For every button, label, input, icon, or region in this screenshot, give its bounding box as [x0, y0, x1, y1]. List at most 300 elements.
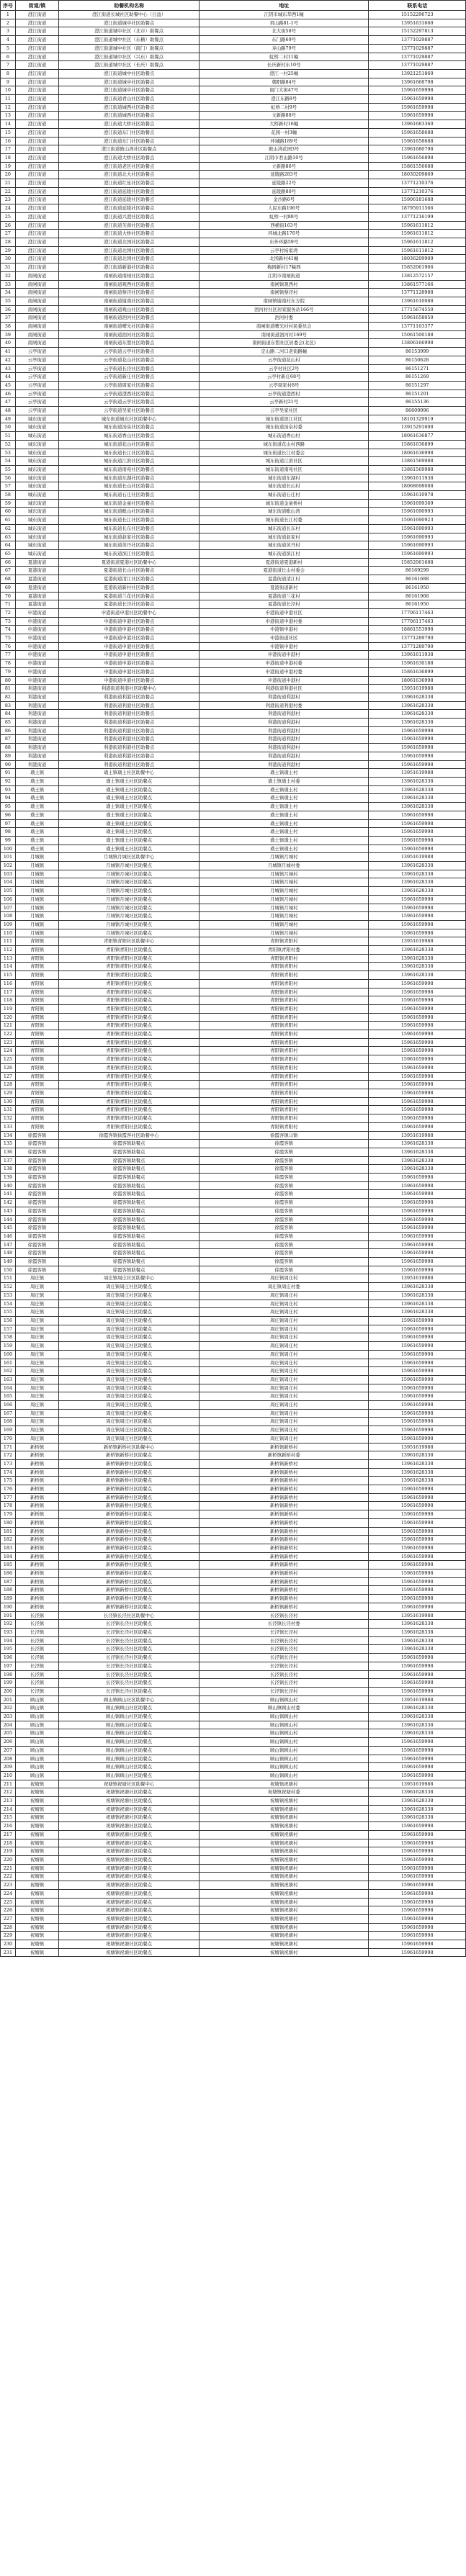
row-street: 新桥镇 [15, 1603, 58, 1611]
row-org-name: 祝塘镇祝塘社区助餐点 [59, 1805, 200, 1814]
row-index: 196 [1, 1654, 16, 1662]
row-address: 祝塘镇祝塘村 [200, 1873, 369, 1881]
row-phone: 15961659998 [369, 1392, 466, 1401]
row-phone: 13861577166 [369, 280, 466, 289]
row-org-name: 云亭街道长泾社区助餐点 [59, 364, 200, 373]
table-row [1, 499, 466, 508]
table-row [1, 1342, 466, 1351]
row-address: 周庄镇周庄村 [200, 1359, 369, 1367]
row-address: 城东街道黄丹村 [200, 541, 369, 550]
row-org-name: 澄江街道老区社区助餐点 [59, 162, 200, 171]
row-org-name: 长泾镇长泾社区助餐点 [59, 1620, 200, 1629]
row-org-name: 青阳镇青阳社区助餐点 [59, 971, 200, 980]
row-index: 88 [1, 744, 16, 752]
row-index: 186 [1, 1570, 16, 1578]
row-address: 徐霞客镇 [200, 1266, 369, 1274]
row-org-name: 申港街道申港社区助餐中心 [59, 608, 200, 617]
row-org-name: 申港街道申港社区助餐点 [59, 617, 200, 626]
row-index: 79 [1, 667, 16, 676]
table-row [1, 667, 466, 676]
row-phone: 15961659998 [369, 1536, 466, 1544]
row-address: 江阴市君山路10号 [200, 153, 369, 162]
row-org-name: 青阳镇青阳社区助餐点 [59, 1055, 200, 1064]
row-address: 青阳镇青阳村 [200, 937, 369, 946]
row-index: 163 [1, 1375, 16, 1384]
row-street: 祝塘镇 [15, 1906, 58, 1915]
row-phone: 15961611812 [369, 238, 466, 246]
row-address: 祝塘镇祝塘村 [200, 1797, 369, 1806]
row-street: 南闸街道 [15, 314, 58, 323]
row-street: 城东街道 [15, 508, 58, 516]
row-index: 66 [1, 558, 16, 567]
table-row [1, 1814, 466, 1822]
table-row [1, 1148, 466, 1156]
table-row [1, 1081, 466, 1089]
row-org-name: 新桥镇新桥社区助餐点 [59, 1451, 200, 1460]
row-phone: 86151297 [369, 381, 466, 389]
row-street: 澄江街道 [15, 27, 58, 36]
row-org-name: 顾山镇顾山社区助餐点 [59, 1704, 200, 1713]
row-index: 53 [1, 449, 16, 457]
row-org-name: 徐霞客镇助餐点 [59, 1174, 200, 1182]
row-street: 祝塘镇 [15, 1830, 58, 1839]
table-row [1, 567, 466, 575]
row-index: 220 [1, 1855, 16, 1864]
row-index: 1 [1, 11, 16, 19]
row-index: 107 [1, 904, 16, 912]
row-index: 214 [1, 1805, 16, 1814]
row-index: 34 [1, 289, 16, 297]
row-address: 青阳镇青阳村 [200, 1013, 369, 1022]
row-street: 长泾镇 [15, 1679, 58, 1688]
table-row [1, 1072, 466, 1081]
row-street: 澄江街道 [15, 69, 58, 78]
row-index: 18 [1, 153, 16, 162]
row-index: 23 [1, 196, 16, 204]
row-org-name: 澄江街道延陵社区助餐点 [59, 196, 200, 204]
row-index: 170 [1, 1434, 16, 1443]
row-org-name: 周庄镇周庄社区助餐点 [59, 1359, 200, 1367]
row-org-name: 新桥镇新桥社区助餐点 [59, 1502, 200, 1510]
row-street: 祝塘镇 [15, 1822, 58, 1831]
row-index: 109 [1, 920, 16, 929]
row-street: 青阳镇 [15, 971, 58, 980]
row-org-name: 祝塘镇祝塘社区助餐点 [59, 1822, 200, 1831]
row-address: 江阴市城东华西1幢 [200, 11, 369, 19]
row-address: 文新路88号 [200, 112, 369, 120]
table-row [1, 1923, 466, 1932]
row-phone: 15961659998 [369, 1224, 466, 1233]
table-row [1, 1004, 466, 1013]
row-org-name: 城东街道毗山社区助餐点 [59, 508, 200, 516]
row-street: 利港街道 [15, 693, 58, 701]
row-phone: 15961659998 [369, 1434, 466, 1443]
table-row [1, 19, 466, 27]
row-index: 82 [1, 693, 16, 701]
row-index: 61 [1, 516, 16, 525]
row-address: 璜土镇璜土村 [200, 828, 369, 837]
row-street: 新桥镇 [15, 1518, 58, 1527]
row-phone: 15961659998 [369, 1654, 466, 1662]
row-org-name: 澄江街道君山社区助餐点 [59, 95, 200, 104]
row-index: 144 [1, 1215, 16, 1224]
row-org-name: 璜土镇璜土社区助餐点 [59, 785, 200, 794]
row-org-name: 城东街道花山社区助餐点 [59, 440, 200, 449]
row-street: 徐霞客镇 [15, 1215, 58, 1224]
table-row [1, 608, 466, 617]
row-street: 申港街道 [15, 659, 58, 668]
row-org-name: 新桥镇新桥社区助餐点 [59, 1552, 200, 1561]
row-phone: 13961628338 [369, 1477, 466, 1485]
row-index: 52 [1, 440, 16, 449]
row-street: 新桥镇 [15, 1459, 58, 1468]
table-row [1, 255, 466, 264]
table-row [1, 912, 466, 921]
row-address: 徐霞客镇 [200, 1199, 369, 1207]
row-org-name: 青阳镇青阳社区助餐点 [59, 1004, 200, 1013]
row-phone: 13961628338 [369, 1805, 466, 1814]
row-phone: 13771289790 [369, 642, 466, 651]
row-org-name: 新桥镇新桥社区助餐点 [59, 1485, 200, 1494]
row-address: 青阳镇青阳村 [200, 1038, 369, 1047]
row-index: 97 [1, 819, 16, 828]
table-row [1, 1797, 466, 1806]
row-index: 89 [1, 752, 16, 760]
row-phone: 15961659998 [369, 1595, 466, 1603]
row-street: 青阳镇 [15, 1114, 58, 1123]
row-index: 12 [1, 103, 16, 112]
row-address: 城东街道长江村委 [200, 516, 369, 525]
row-org-name: 南闸街道南闸社区助餐点 [59, 271, 200, 280]
row-org-name: 月城镇月城社区助餐中心 [59, 853, 200, 862]
table-row [1, 1771, 466, 1780]
row-street: 澄江街道 [15, 86, 58, 95]
row-street: 周庄镇 [15, 1325, 58, 1333]
row-street: 城东街道 [15, 491, 58, 500]
row-org-name: 新桥镇新桥社区助餐点 [59, 1493, 200, 1502]
row-org-name: 利港街道利港社区助餐中心 [59, 685, 200, 693]
row-index: 4 [1, 36, 16, 45]
row-phone: 15961659998 [369, 1122, 466, 1131]
row-org-name: 申港街道申港社区助餐点 [59, 659, 200, 668]
row-phone: 13961628338 [369, 1721, 466, 1729]
row-street: 利港街道 [15, 685, 58, 693]
table-row [1, 465, 466, 474]
row-street: 夏港街道 [15, 592, 58, 600]
row-street: 青阳镇 [15, 979, 58, 988]
table-row [1, 676, 466, 685]
row-address: 东外环路59号 [200, 238, 369, 246]
row-street: 璜土镇 [15, 836, 58, 845]
row-index: 45 [1, 381, 16, 389]
row-org-name: 利港街道利港社区助餐点 [59, 726, 200, 735]
row-street: 青阳镇 [15, 937, 58, 946]
row-index: 135 [1, 1140, 16, 1148]
row-street: 祝塘镇 [15, 1814, 58, 1822]
row-address: 长庆新村东10号 [200, 61, 369, 70]
row-address: 祝塘镇祝塘村 [200, 1906, 369, 1915]
row-address: 江阴市南闸街道 [200, 271, 369, 280]
row-org-name: 新桥镇新桥社区助餐点 [59, 1527, 200, 1536]
table-row [1, 381, 466, 389]
row-street: 徐霞客镇 [15, 1140, 58, 1148]
row-street: 月城镇 [15, 912, 58, 921]
row-org-name: 青阳镇青阳社区助餐点 [59, 1063, 200, 1072]
table-row [1, 179, 466, 188]
row-index: 160 [1, 1350, 16, 1359]
row-index: 120 [1, 1013, 16, 1022]
row-street: 南闸街道 [15, 323, 58, 331]
table-row [1, 1308, 466, 1317]
row-org-name: 祝塘镇祝塘社区助餐点 [59, 1898, 200, 1906]
row-index: 90 [1, 760, 16, 769]
row-address: 青阳镇青阳村 [200, 1114, 369, 1123]
row-index: 209 [1, 1763, 16, 1772]
row-street: 周庄镇 [15, 1367, 58, 1376]
row-address: 顾山镇顾山村 [200, 1763, 369, 1772]
table-row [1, 246, 466, 255]
row-address: 立新路86号 [200, 162, 369, 171]
row-street: 祝塘镇 [15, 1940, 58, 1949]
row-phone: 13951619988 [369, 1780, 466, 1788]
row-index: 104 [1, 878, 16, 887]
row-address: 利港街道利港村 [200, 693, 369, 701]
row-phone: 13961628338 [369, 1459, 466, 1468]
row-street: 澄江街道 [15, 128, 58, 137]
table-row [1, 145, 466, 154]
row-org-name: 璜土镇璜土社区助餐点 [59, 794, 200, 803]
row-address: 祝塘镇祝塘村 [200, 1839, 369, 1847]
row-index: 206 [1, 1738, 16, 1747]
table-row [1, 69, 466, 78]
row-org-name: 申港街道申港社区助餐点 [59, 651, 200, 659]
row-address: 青阳镇青阳村 [200, 1063, 369, 1072]
row-index: 184 [1, 1552, 16, 1561]
table-row [1, 963, 466, 971]
row-index: 188 [1, 1586, 16, 1595]
row-phone: 15961659998 [369, 1030, 466, 1039]
row-address: 北国新村41幢 [200, 255, 369, 264]
row-phone: 15061690923 [369, 516, 466, 525]
table-row [1, 1232, 466, 1240]
row-address: 顾山镇顾山村 [200, 1738, 369, 1747]
table-row [1, 735, 466, 744]
table-row [1, 1114, 466, 1123]
row-address: 虹桥二村9号 [200, 103, 369, 112]
row-phone: 13961628338 [369, 870, 466, 878]
row-phone: 15961659998 [369, 1527, 466, 1536]
row-address: 周庄镇周庄村 [200, 1325, 369, 1333]
row-address: 云亭街道澄西村 [200, 389, 369, 398]
row-phone: 13915291608 [369, 423, 466, 432]
row-address: 祝塘镇祝塘村 [200, 1855, 369, 1864]
row-phone: 13961611938 [369, 474, 466, 482]
row-address: 夏港街道长泾村 [200, 600, 369, 609]
table-row [1, 153, 466, 162]
row-phone: 15961659998 [369, 95, 466, 104]
row-phone: 15961659998 [369, 996, 466, 1005]
row-org-name: 璜土镇璜土社区助餐点 [59, 811, 200, 819]
row-org-name: 徐霞客镇助餐点 [59, 1249, 200, 1258]
row-phone: 15961659998 [369, 726, 466, 735]
row-index: 155 [1, 1308, 16, 1317]
row-org-name: 澄江街道长城社区助餐中心（日益） [59, 11, 200, 19]
row-org-name: 南闸街道东盟社区助餐点 [59, 339, 200, 348]
row-org-name: 南闸街道观山社区助餐点 [59, 305, 200, 314]
row-address: 周庄镇周庄村 [200, 1300, 369, 1308]
row-street: 顾山镇 [15, 1695, 58, 1704]
row-address: 新桥镇新桥村 [200, 1577, 369, 1586]
row-street: 澄江街道 [15, 103, 58, 112]
row-street: 澄江街道 [15, 212, 58, 221]
table-row [1, 95, 466, 104]
row-address: 新桥镇新桥村 [200, 1586, 369, 1595]
row-address: 利港街道利港村 [200, 760, 369, 769]
row-street: 城东街道 [15, 550, 58, 559]
row-address: 周庄镇周庄村 [200, 1426, 369, 1435]
row-address: 青阳镇青阳村 [200, 1022, 369, 1030]
table-row [1, 954, 466, 963]
table-row [1, 920, 466, 929]
row-address: 新桥镇新桥村 [200, 1595, 369, 1603]
row-index: 191 [1, 1611, 16, 1620]
row-index: 161 [1, 1359, 16, 1367]
row-street: 璜土镇 [15, 794, 58, 803]
row-street: 城东街道 [15, 524, 58, 533]
table-row [1, 305, 466, 314]
row-org-name: 青阳镇青阳社区助餐点 [59, 1022, 200, 1030]
row-address: 城东街道香山村 [200, 432, 369, 441]
row-org-name: 申港街道申港社区助餐点 [59, 667, 200, 676]
row-index: 201 [1, 1695, 16, 1704]
row-org-name: 青阳镇青阳社区助餐点 [59, 1013, 200, 1022]
row-org-name: 顾山镇顾山社区助餐点 [59, 1763, 200, 1772]
row-street: 祝塘镇 [15, 1923, 58, 1932]
table-row [1, 112, 466, 120]
row-street: 澄江街道 [15, 120, 58, 129]
row-org-name: 南闸街道观西社区助餐点 [59, 280, 200, 289]
row-address: 周庄镇周庄村 [200, 1350, 369, 1359]
row-street: 周庄镇 [15, 1291, 58, 1300]
row-index: 99 [1, 836, 16, 845]
row-index: 179 [1, 1510, 16, 1519]
row-street: 青阳镇 [15, 1081, 58, 1089]
row-org-name: 祝塘镇祝塘社区助餐点 [59, 1889, 200, 1898]
row-index: 228 [1, 1923, 16, 1932]
row-index: 84 [1, 710, 16, 719]
table-row [1, 415, 466, 423]
row-phone: 15961658688 [369, 137, 466, 145]
row-phone: 13961628338 [369, 1165, 466, 1174]
row-org-name: 周庄镇周庄社区助餐点 [59, 1367, 200, 1376]
row-street: 祝塘镇 [15, 1898, 58, 1906]
row-index: 70 [1, 592, 16, 600]
row-address: 祝塘镇祝塘村 [200, 1805, 369, 1814]
row-street: 城东街道 [15, 440, 58, 449]
row-index: 68 [1, 575, 16, 584]
row-org-name: 徐霞客镇助餐点 [59, 1156, 200, 1165]
row-org-name: 祝塘镇祝塘社区助餐点 [59, 1788, 200, 1797]
row-index: 173 [1, 1459, 16, 1468]
row-address: 顾山镇顾山村 [200, 1713, 369, 1721]
row-phone: 15961659998 [369, 1004, 466, 1013]
row-index: 145 [1, 1224, 16, 1233]
row-address: 长泾镇长泾村 [200, 1662, 369, 1670]
row-address: 申港街道申港社区 [200, 608, 369, 617]
row-address: 南闸镇谢南村东方院 [200, 297, 369, 305]
row-phone: 13961683360 [369, 120, 466, 129]
row-index: 114 [1, 963, 16, 971]
row-org-name: 城东街道滨江社区助餐点 [59, 550, 200, 559]
row-index: 29 [1, 246, 16, 255]
table-row [1, 27, 466, 36]
table-row [1, 1106, 466, 1114]
row-address: 新桥镇新桥村 [200, 1502, 369, 1510]
row-phone: 15961659998 [369, 1240, 466, 1249]
row-phone: 17715674550 [369, 305, 466, 314]
row-org-name: 青阳镇青阳社区助餐点 [59, 1072, 200, 1081]
row-address: 顾山镇顾山村 [200, 1771, 369, 1780]
row-phone: 15961659998 [369, 1839, 466, 1847]
row-phone: 13961628338 [369, 1797, 466, 1806]
row-org-name: 青阳镇青阳社区助餐点 [59, 996, 200, 1005]
row-phone: 13961628338 [369, 946, 466, 955]
row-phone: 18061636998 [369, 449, 466, 457]
table-row [1, 1611, 466, 1620]
row-org-name: 周庄镇周庄社区助餐点 [59, 1283, 200, 1292]
row-street: 青阳镇 [15, 1047, 58, 1055]
row-phone: 86161950 [369, 600, 466, 609]
row-phone: 17706117463 [369, 617, 466, 626]
row-address: 璜土镇璜土村委 [200, 777, 369, 785]
row-phone: 13961628338 [369, 1729, 466, 1738]
table-row [1, 1932, 466, 1940]
row-street: 云亭街道 [15, 373, 58, 382]
row-index: 19 [1, 162, 16, 171]
row-street: 周庄镇 [15, 1375, 58, 1384]
table-row [1, 212, 466, 221]
row-phone: 15961659998 [369, 1822, 466, 1831]
row-phone: 15961659998 [369, 1603, 466, 1611]
row-org-name: 祝塘镇祝塘社区助餐点 [59, 1923, 200, 1932]
row-index: 180 [1, 1518, 16, 1527]
row-address: 月城镇月城村 [200, 887, 369, 896]
row-address: 顾山镇顾山村 [200, 1721, 369, 1729]
row-org-name: 徐霞客镇助餐点 [59, 1215, 200, 1224]
row-org-name: 夏港街道清江社区助餐点 [59, 575, 200, 584]
row-org-name: 徐霞客镇助餐点 [59, 1165, 200, 1174]
row-street: 徐霞客镇 [15, 1190, 58, 1199]
table-row [1, 1190, 466, 1199]
row-index: 227 [1, 1914, 16, 1923]
row-street: 申港街道 [15, 626, 58, 634]
row-index: 117 [1, 988, 16, 996]
row-index: 21 [1, 179, 16, 188]
row-street: 祝塘镇 [15, 1855, 58, 1864]
row-index: 32 [1, 271, 16, 280]
row-phone: 15961659998 [369, 1771, 466, 1780]
row-index: 44 [1, 373, 16, 382]
row-index: 72 [1, 608, 16, 617]
row-phone: 15861556688 [369, 162, 466, 171]
row-org-name: 顾山镇顾山社区助餐中心 [59, 1695, 200, 1704]
row-index: 183 [1, 1544, 16, 1552]
row-org-name: 澄江街道城中社区助餐点 [59, 19, 200, 27]
row-address: 城东街道南苑社区 [200, 465, 369, 474]
row-phone: 86161968 [369, 592, 466, 600]
row-phone: 13961628338 [369, 887, 466, 896]
row-street: 澄江街道 [15, 95, 58, 104]
